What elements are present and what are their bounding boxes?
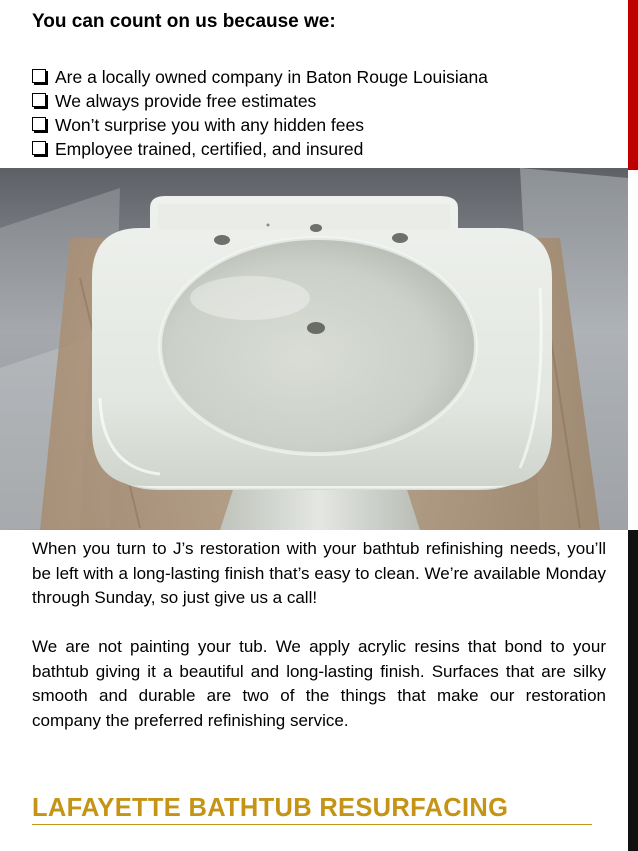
checkbox-icon xyxy=(32,93,46,107)
checklist-item-text: Won’t surprise you with any hidden fees xyxy=(55,115,365,135)
checkbox-icon xyxy=(32,117,46,131)
sink-photo xyxy=(0,168,628,530)
checklist-item xyxy=(32,65,622,89)
checkbox-icon xyxy=(32,141,46,155)
checklist-item-text: We always provide free estimates xyxy=(55,91,317,111)
accent-bar-red xyxy=(628,0,638,170)
benefits-section xyxy=(32,10,622,161)
checklist-item xyxy=(32,89,622,113)
description-text xyxy=(32,537,606,733)
accent-bar-black xyxy=(628,530,638,851)
checklist-item xyxy=(32,113,622,137)
checklist-item xyxy=(32,137,622,161)
benefits-checklist xyxy=(32,65,622,161)
footer-title: LAFAYETTE BATHTUB RESURFACING xyxy=(32,793,592,825)
checklist-item-text: Employee trained, certified, and insured xyxy=(55,139,364,159)
paragraph: When you turn to J’s restoration with your bathtub refinishing needs, you’ll be left with a long-lasting finish that’s easy to clean. We’re available Monday through Sunday, so just give us a call! xyxy=(32,539,606,607)
checklist-item-text: Are a locally owned company in Baton Rouge Louisiana xyxy=(55,67,488,87)
section-heading: You can count on us because we: xyxy=(32,11,336,32)
paragraph: We are not painting your tub. We apply acrylic resins that bond to your bathtub giving it a beautiful and long-lasting finish. Surfaces that are silky smooth and durable are two of the things that make our restoration company the preferred refinishing service. xyxy=(32,637,606,730)
checkbox-icon xyxy=(32,69,46,83)
